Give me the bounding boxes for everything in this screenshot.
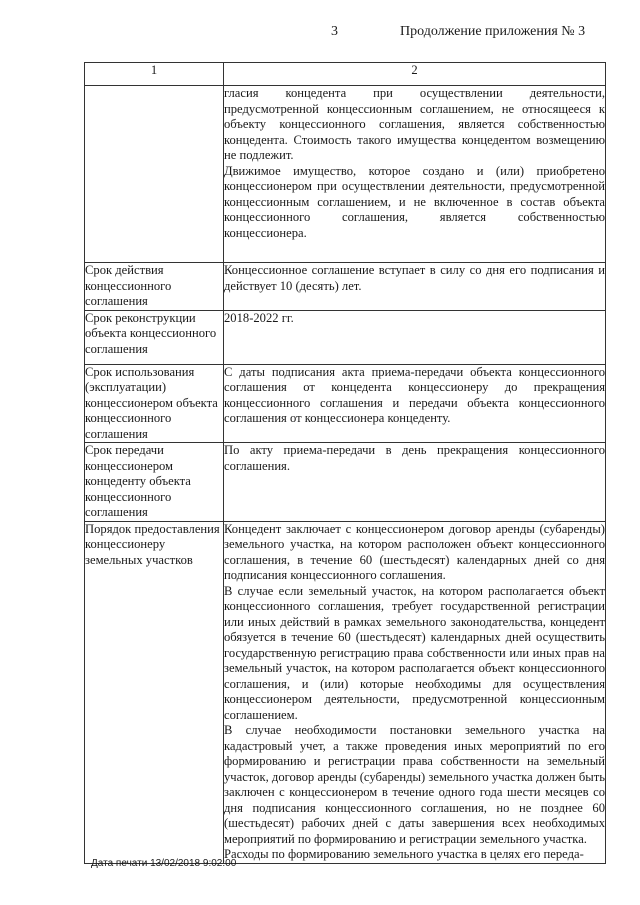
table-header-row [85,63,606,86]
content-paragraph: В случае необходимости постановки земельного участка на кадастровый учет, а также проведения иных мероприятий по его формированию и регистрации права собственности на земельный участок, договор аренды (субаренды) земельного участка должен быть заключен с концессионером в течение одного года шести месяцев со дня подписания концессионного соглашения, но не позднее 60 (шестьдесят) рабочих дней с даты завершения всех необходимых мероприятий по формированию и регистрации земельного участка. [224,723,605,846]
row-content [224,263,606,311]
row-content [224,443,606,522]
content-paragraph: Движимое имущество, которое создано и (или) приобретено концессионером при осуществлении деятельности, предусмотренной концессионным соглашением, и не включенное в состав объекта концессионного соглашения, является собственностью концессионера. [224,163,605,240]
content-paragraph: 2018-2022 гг. [224,310,294,325]
content-paragraph: Концессионное соглашение вступает в силу со дня его подписания и действует 10 (десять) лет. [224,263,605,293]
content-paragraph: Расходы по формированию земельного участка в целях его переда- [224,847,584,861]
column-header-1: 1 [85,63,224,86]
row-label: Срок реконструкции объекта концессионного соглашения [85,310,224,364]
row-content [224,364,606,443]
row-content [224,310,606,364]
table-row [85,310,606,364]
row-label: Порядок предоставления концессионеру земельных участков [85,521,224,863]
page-number: 3 [331,24,338,39]
row-label: Срок использования (эксплуатации) концессионером объекта концессионного соглашения [85,364,224,443]
row-label: Срок действия концессионного соглашения [85,263,224,311]
print-date: Дата печати 13/02/2018 9:02:00 [91,858,237,869]
table-row [85,364,606,443]
content-paragraph: гласия концедента при осуществлении деятельности, предусмотренной концессионным соглашением, не относящееся к объекту концессионного соглашения, является собственностью концедента. Стоимость такого имущества концедентом возмещению не подлежит. [224,86,605,162]
table-row [85,86,606,263]
content-paragraph: По акту приема-передачи в день прекращения концессионного соглашения. [224,443,605,473]
row-content [224,86,606,263]
content-paragraph: С даты подписания акта приема-передачи объекта концессионного соглашения от концедента концессионеру до прекращения концессионного соглашения и передачи объекта концессионного соглашения от концессионера концеденту. [224,364,605,425]
table-row [85,263,606,311]
column-header-2: 2 [224,63,606,86]
row-content [224,521,606,863]
continuation-header: Продолжение приложения № 3 [400,24,586,39]
table-row [85,521,606,863]
row-label [85,86,224,263]
row-label: Срок передачи концессионером концеденту объекта концессионного соглашения [85,443,224,522]
table-row [85,443,606,522]
content-paragraph: Концедент заключает с концессионером договор аренды (субаренды) земельного участка, на котором расположен объект концессионного соглашения, в течение 60 (шестьдесят) календарных дней со дня подписания концессионного соглашения. [224,521,605,582]
appendix-table [84,62,606,864]
content-paragraph: В случае если земельный участок, на котором располагается объект концессионного соглашения, требует государственной регистрации или иных действий в рамках земельного законодательства, концедент обязуется в течение 60 (шестьдесят) календарных дней осуществить государственную регистрацию права собственности или иных прав на земельный участок, на котором располагается объект концессионного соглашения, и (или) которые необходимы для осуществления концессионером деятельности, предусмотренной концессионным соглашением. [224,583,605,722]
